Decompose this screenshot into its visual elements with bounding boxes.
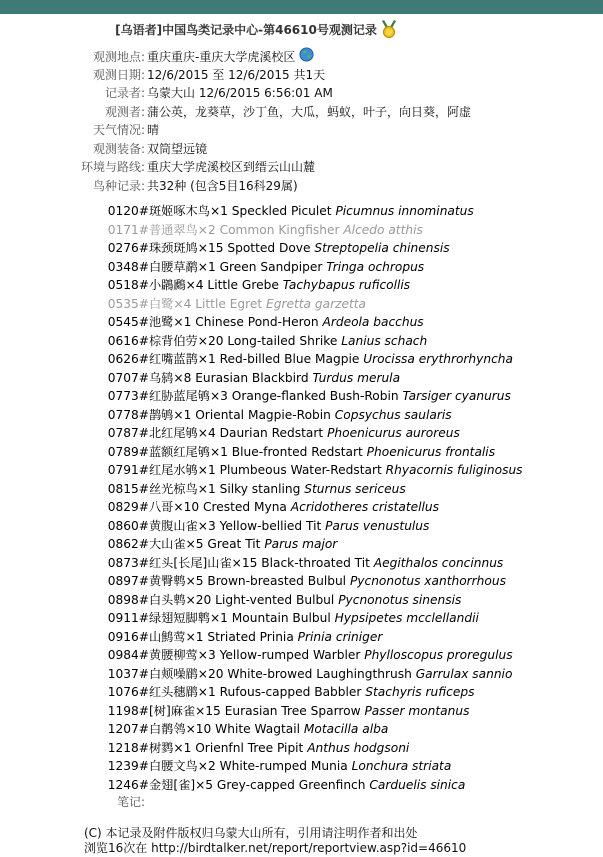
info-row xyxy=(0,103,603,122)
species-english-name: Brown-breasted Bulbul xyxy=(207,574,347,588)
species-chinese-name: 红胁蓝尾鸲 xyxy=(149,389,210,403)
info-value: 共32种 (包含5目16科29属) xyxy=(147,178,298,193)
species-count: ×15 xyxy=(231,555,258,570)
species-chinese-name: 珠颈斑鸠 xyxy=(149,241,198,255)
species-scientific-name: Alcedo atthis xyxy=(343,222,423,237)
species-number: 1239# xyxy=(107,759,149,773)
species-chinese-name: 池鹭 xyxy=(149,315,174,329)
species-english-name: Rufous-capped Babbler xyxy=(219,685,362,699)
species-english-name: Long-tailed Shrike xyxy=(227,333,338,348)
page-title xyxy=(0,20,512,41)
species-english-name: Green Sandpiper xyxy=(219,259,323,274)
species-scientific-name: Anthus hodgsoni xyxy=(307,740,410,755)
species-count: ×10 xyxy=(173,500,200,514)
species-number: 0545# xyxy=(107,315,149,329)
info-row xyxy=(0,66,603,85)
species-scientific-name: Pycnonotus sinensis xyxy=(338,592,462,607)
species-chinese-name: 乌鸫 xyxy=(149,370,174,385)
species-number: 1037# xyxy=(107,666,149,681)
species-number: 0518# xyxy=(107,278,149,292)
species-scientific-name: Tachybapus ruficollis xyxy=(282,278,411,292)
notes-row xyxy=(0,793,603,811)
species-number: 0897# xyxy=(107,574,149,588)
species-number: 0707# xyxy=(107,370,149,385)
species-row[interactable] xyxy=(0,665,603,684)
species-scientific-name: Phoenicurus frontalis xyxy=(366,444,496,459)
species-row[interactable] xyxy=(0,258,603,277)
species-row[interactable] xyxy=(0,406,603,425)
info-label: 环境与路线: xyxy=(80,160,145,174)
species-count: ×5 xyxy=(185,537,204,551)
species-row[interactable] xyxy=(0,276,603,295)
species-scientific-name: Stachyris ruficeps xyxy=(365,685,475,699)
species-english-name: Orienfnl Tree Pipit xyxy=(195,740,304,755)
species-english-name: Eurasian Blackbird xyxy=(195,370,309,385)
species-number: 0873# xyxy=(107,555,149,570)
species-chinese-name: 红尾水鸲 xyxy=(149,463,198,477)
species-chinese-name: 鹊鸲 xyxy=(149,407,174,422)
info-value: 重庆大学虎溪校区到缙云山山麓 xyxy=(147,160,316,174)
species-number: 0862# xyxy=(107,537,149,551)
species-row[interactable] xyxy=(0,424,603,443)
species-number: 0815# xyxy=(107,481,149,496)
species-number: 0911# xyxy=(107,611,149,625)
info-value: 乌蒙大山 12/6/2015 6:56:01 AM xyxy=(147,86,333,100)
species-chinese-name: 白鹡鸰 xyxy=(149,722,186,736)
species-scientific-name: Motacilla alba xyxy=(303,722,389,736)
species-number: 1198# xyxy=(107,703,149,718)
species-number: 0626# xyxy=(107,352,149,366)
species-scientific-name: Ardeola bacchus xyxy=(322,315,424,329)
species-count: ×1 xyxy=(197,352,216,366)
species-chinese-name: 大山雀 xyxy=(149,537,186,551)
species-count: ×1 xyxy=(197,259,216,274)
species-scientific-name: Parus major xyxy=(264,537,338,551)
species-chinese-name: 红头[长尾]山雀 xyxy=(149,555,232,570)
species-scientific-name: Egretta garzetta xyxy=(266,296,367,311)
species-english-name: Eurasian Tree Sparrow xyxy=(224,703,361,718)
species-chinese-name: 棕背伯劳 xyxy=(149,333,198,348)
species-row[interactable] xyxy=(0,202,603,221)
species-row[interactable] xyxy=(0,535,603,554)
species-english-name: Mountain Bulbul xyxy=(231,611,331,625)
species-scientific-name: Hypsipetes mcclellandii xyxy=(334,611,479,625)
species-english-name: Oriental Magpie-Robin xyxy=(195,407,331,422)
species-row[interactable] xyxy=(0,554,603,573)
species-count: ×2 xyxy=(197,759,216,773)
species-english-name: Great Tit xyxy=(207,537,261,551)
species-scientific-name: Turdus merula xyxy=(312,370,401,385)
species-chinese-name: 白腰文鸟 xyxy=(149,759,198,773)
species-chinese-name: 红头穗鹛 xyxy=(149,685,198,699)
species-english-name: Spotted Dove xyxy=(227,241,311,255)
species-chinese-name: 普通翠鸟 xyxy=(149,222,198,237)
species-chinese-name: 黄腰柳莺 xyxy=(149,648,198,662)
species-chinese-name: 黄臀鹎 xyxy=(149,574,186,588)
info-label: 记录者: xyxy=(104,86,145,100)
species-count: ×1 xyxy=(209,611,228,625)
species-count: ×20 xyxy=(197,666,224,681)
species-number: 0791# xyxy=(107,463,149,477)
species-count: ×5 xyxy=(195,777,214,792)
species-number: 1207# xyxy=(107,722,149,736)
species-count: ×1 xyxy=(197,481,216,496)
species-row[interactable] xyxy=(0,480,603,499)
species-row[interactable] xyxy=(0,221,603,240)
species-english-name: Yellow-bellied Tit xyxy=(219,518,322,533)
species-scientific-name: Lanius schach xyxy=(341,333,428,348)
species-row[interactable] xyxy=(0,239,603,258)
species-row[interactable] xyxy=(0,517,603,536)
info-row xyxy=(0,177,603,196)
species-number: 0787# xyxy=(107,426,149,440)
info-row xyxy=(0,140,603,159)
species-number: 1076# xyxy=(107,685,149,699)
species-english-name: Common Kingfisher xyxy=(219,222,340,237)
species-row[interactable] xyxy=(0,683,603,702)
species-scientific-name: Lonchura striata xyxy=(351,759,452,773)
species-english-name: Little Egret xyxy=(195,296,263,311)
species-row[interactable] xyxy=(0,350,603,369)
species-row[interactable] xyxy=(0,702,603,721)
species-number: 1246# xyxy=(107,777,149,792)
species-chinese-name: 蓝额红尾鸲 xyxy=(149,444,210,459)
species-row[interactable] xyxy=(0,591,603,610)
species-number: 0984# xyxy=(107,648,149,662)
species-chinese-name: 斑姬啄木鸟 xyxy=(149,204,210,218)
species-scientific-name: Passer montanus xyxy=(364,703,470,718)
species-english-name: Yellow-rumped Warbler xyxy=(219,648,361,662)
species-number: 0778# xyxy=(107,407,149,422)
info-value: 蒲公英，龙葵草，沙丁鱼，大瓜，蚂蚁，叶子，向日葵，阿虚 xyxy=(147,104,472,119)
species-chinese-name: 八哥 xyxy=(149,500,174,514)
species-count: ×20 xyxy=(197,333,224,348)
species-count: ×1 xyxy=(209,444,228,459)
footer xyxy=(84,826,466,856)
species-scientific-name: Prinia criniger xyxy=(297,629,383,644)
info-label: 天气情况: xyxy=(92,123,145,137)
info-value: 重庆重庆-重庆大学虎溪校区 xyxy=(147,49,296,64)
species-number: 0616# xyxy=(107,333,149,348)
species-chinese-name: 山鹪莺 xyxy=(149,629,186,644)
species-scientific-name: Phylloscopus proregulus xyxy=(364,648,513,662)
species-count: ×10 xyxy=(185,722,212,736)
info-label: 鸟种记录: xyxy=(92,178,145,193)
species-english-name: Red-billed Blue Magpie xyxy=(219,352,360,366)
species-scientific-name: Picumnus innominatus xyxy=(335,204,474,218)
species-chinese-name: [树]麻雀 xyxy=(149,703,196,718)
species-number: 0789# xyxy=(107,444,149,459)
species-chinese-name: 红嘴蓝鹊 xyxy=(149,352,198,366)
species-english-name: Little Grebe xyxy=(207,278,279,292)
species-scientific-name: Phoenicurus auroreus xyxy=(327,426,460,440)
species-count: ×15 xyxy=(197,241,224,255)
species-english-name: Grey-capped Greenfinch xyxy=(216,777,366,792)
species-chinese-name: 丝光椋鸟 xyxy=(149,481,198,496)
species-scientific-name: Streptopelia chinensis xyxy=(314,241,450,255)
species-scientific-name: Tringa ochropus xyxy=(326,259,425,274)
species-row[interactable] xyxy=(0,369,603,388)
species-number: 0898# xyxy=(107,592,149,607)
species-count: ×15 xyxy=(195,703,221,718)
species-row[interactable] xyxy=(0,332,603,351)
info-row xyxy=(0,47,603,66)
species-row[interactable] xyxy=(0,498,603,517)
species-row[interactable] xyxy=(0,776,603,795)
species-row[interactable] xyxy=(0,443,603,462)
info-label: 观测装备: xyxy=(92,141,145,156)
page-title-text: [乌语者]中国鸟类记录中心-第46610号观测记录 xyxy=(115,23,377,37)
species-row[interactable] xyxy=(0,628,603,647)
species-scientific-name: Aegithalos concinnus xyxy=(373,555,504,570)
species-scientific-name: Urocissa erythrorhyncha xyxy=(363,352,513,366)
info-value: 双筒望远镜 xyxy=(147,141,208,156)
species-scientific-name: Rhyacornis fuliginosus xyxy=(385,463,523,477)
species-chinese-name: 白鹭 xyxy=(149,296,174,311)
species-count: ×4 xyxy=(173,296,192,311)
species-english-name: Daurian Redstart xyxy=(219,426,324,440)
species-english-name: Plumbeous Water-Redstart xyxy=(219,463,382,477)
species-scientific-name: Parus venustulus xyxy=(325,518,430,533)
species-number: 0348# xyxy=(107,259,149,274)
species-scientific-name: Garrulax sannio xyxy=(415,666,513,681)
info-row xyxy=(0,121,603,140)
species-row[interactable] xyxy=(0,295,603,314)
species-row[interactable] xyxy=(0,461,603,480)
species-count: ×3 xyxy=(197,648,216,662)
info-value: 晴 xyxy=(147,123,160,137)
species-scientific-name: Acridotheres cristatellus xyxy=(290,500,439,514)
observation-info xyxy=(0,47,603,195)
species-count: ×1 xyxy=(209,204,228,218)
info-row xyxy=(0,84,603,103)
species-number: 0860# xyxy=(107,518,149,533)
species-number: 0916# xyxy=(107,629,149,644)
info-value: 12/6/2015 至 12/6/2015 共1天 xyxy=(147,67,326,82)
species-row[interactable] xyxy=(0,387,603,406)
species-list xyxy=(0,202,603,794)
species-english-name: White-browed Laughingthrush xyxy=(227,666,412,681)
species-count: ×1 xyxy=(173,315,192,329)
species-english-name: Light-vented Bulbul xyxy=(215,592,335,607)
species-scientific-name: Tarsiger cyanurus xyxy=(402,389,511,403)
species-english-name: Chinese Pond-Heron xyxy=(195,315,319,329)
species-scientific-name: Pycnonotus xanthorrhous xyxy=(349,574,506,588)
species-scientific-name: Carduelis sinica xyxy=(369,777,466,792)
species-english-name: Crested Myna xyxy=(202,500,287,514)
species-row[interactable] xyxy=(0,757,603,776)
info-label: 观测地点: xyxy=(92,49,145,64)
species-count: ×1 xyxy=(197,685,216,699)
species-row[interactable] xyxy=(0,646,603,665)
species-chinese-name: 白腰草鹬 xyxy=(149,259,198,274)
species-english-name: Blue-fronted Redstart xyxy=(231,444,363,459)
species-chinese-name: 白头鹎 xyxy=(149,592,186,607)
species-scientific-name: Copsychus saularis xyxy=(334,407,452,422)
species-count: ×8 xyxy=(173,370,192,385)
species-english-name: Black-throated Tit xyxy=(261,555,370,570)
medal-icon xyxy=(381,20,397,41)
species-number: 1218# xyxy=(107,740,149,755)
species-english-name: Orange-flanked Bush-Robin xyxy=(231,389,399,403)
species-count: ×3 xyxy=(209,389,228,403)
species-row[interactable] xyxy=(0,720,603,739)
info-row xyxy=(0,158,603,177)
species-number: 0535# xyxy=(107,296,149,311)
species-chinese-name: 黄腹山雀 xyxy=(149,518,198,533)
species-count: ×2 xyxy=(197,222,216,237)
species-chinese-name: 金翅[雀] xyxy=(149,777,196,792)
species-row[interactable] xyxy=(0,739,603,758)
species-count: ×5 xyxy=(185,574,204,588)
species-count: ×1 xyxy=(173,407,192,422)
species-count: ×1 xyxy=(173,740,192,755)
species-number: 0171# xyxy=(107,222,149,237)
species-row[interactable] xyxy=(0,572,603,591)
species-chinese-name: 绿翅短脚鹎 xyxy=(149,611,210,625)
species-english-name: White-rumped Munia xyxy=(219,759,348,773)
species-count: ×3 xyxy=(197,518,216,533)
info-label: 观测日期: xyxy=(92,67,145,82)
species-english-name: Striated Prinia xyxy=(207,629,294,644)
species-english-name: Speckled Piculet xyxy=(231,204,332,218)
copyright-text: (C) 本记录及附件版权归乌蒙大山所有，引用请注明作者和出处 xyxy=(84,826,418,840)
notes-label: 笔记: xyxy=(116,795,145,809)
species-count: ×1 xyxy=(185,629,204,644)
top-bar xyxy=(0,0,603,14)
species-count: ×20 xyxy=(185,592,212,607)
species-count: ×4 xyxy=(185,278,204,292)
species-row[interactable] xyxy=(0,313,603,332)
globe-icon[interactable] xyxy=(299,47,314,68)
species-english-name: Silky stanling xyxy=(219,481,301,496)
species-chinese-name: 小鸊鷉 xyxy=(149,278,186,292)
species-number: 0276# xyxy=(107,241,149,255)
species-count: ×4 xyxy=(197,426,216,440)
species-english-name: White Wagtail xyxy=(215,722,300,736)
view-count-text: 浏览16次在 http://birdtalker.net/report/reportview.asp?id=46610 xyxy=(84,841,467,855)
species-chinese-name: 北红尾鸲 xyxy=(149,426,198,440)
species-row[interactable] xyxy=(0,609,603,628)
species-chinese-name: 树鹨 xyxy=(149,740,174,755)
species-number: 0829# xyxy=(107,500,149,514)
species-number: 0120# xyxy=(107,204,149,218)
info-label: 观测者: xyxy=(104,104,145,119)
species-scientific-name: Sturnus sericeus xyxy=(304,481,406,496)
species-number: 0773# xyxy=(107,389,149,403)
species-chinese-name: 白颊噪鹛 xyxy=(149,666,198,681)
species-count: ×1 xyxy=(197,463,216,477)
